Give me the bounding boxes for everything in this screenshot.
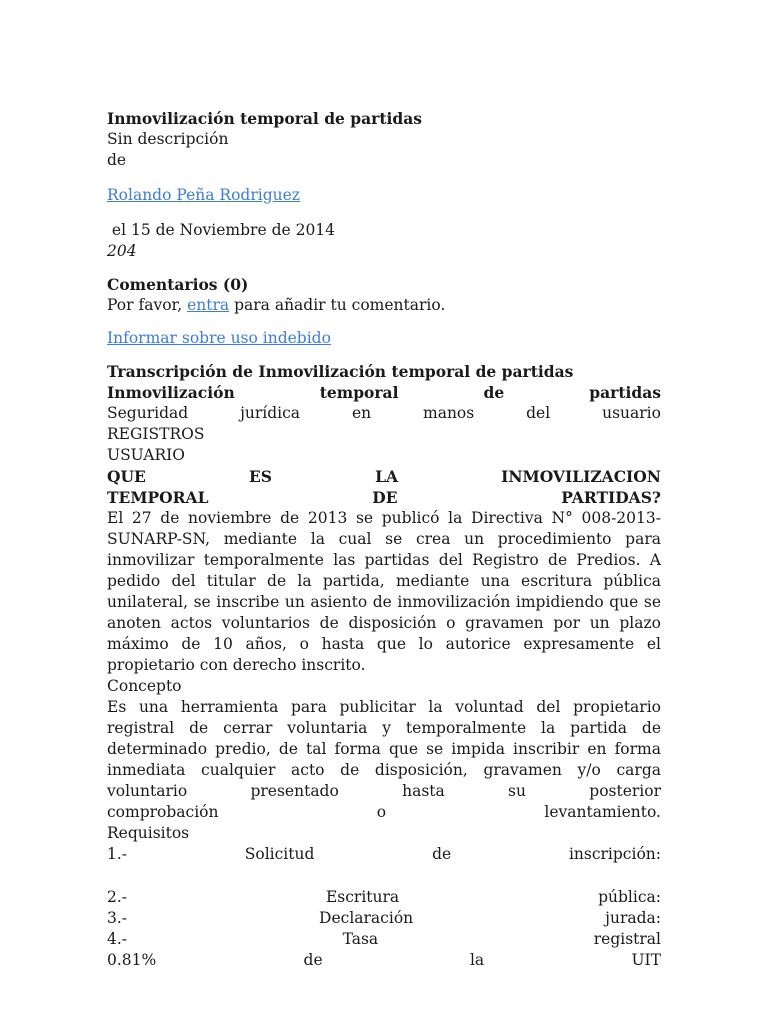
login-link[interactable]: entra (187, 296, 230, 314)
comments-heading: Comentarios (0) (107, 275, 249, 294)
requirement-4 (107, 929, 661, 950)
transcript-line-1 (107, 382, 661, 403)
word: ES (248, 467, 272, 486)
comment-prompt-post: para añadir tu comentario. (229, 296, 446, 314)
word: Inmovilización (107, 383, 235, 402)
concept-heading: Concepto (107, 677, 182, 695)
view-count: 204 (107, 242, 137, 260)
word: pública: (598, 888, 661, 906)
author-link[interactable]: Rolando Peña Rodriguez (107, 186, 300, 204)
requirements-heading: Requisitos (107, 824, 190, 842)
word: o (376, 803, 387, 821)
transcript-heading: Transcripción de Inmovilización temporal de partidas (107, 362, 574, 381)
word: LA (375, 467, 399, 486)
word: manos (423, 404, 475, 422)
word: QUE (107, 467, 146, 486)
paragraph-concept: Es una herramienta para publicitar la voluntad del propietario registral de cerrar voluntaria y temporalmente la partida de determinado predio, de tal forma que se impida inscribir en forma inmediata cualquier acto de disposición, gravamen y/o carga voluntario presentado hasta su posterior (107, 698, 661, 800)
paragraph-directive: El 27 de noviembre de 2013 se publicó la Directiva N° 008-2013-SUNARP-SN, mediante la cual se crea un procedimiento para inmovilizar temporalmente las partidas del Registro de Predios. A pedido del titular de la partida, mediante una escritura pública unilateral, se inscribe un asiento de inmovilización impidiendo que se anoten actos voluntarios de disposición o gravamen por un plazo máximo de 10 años, o hasta que lo autorice expresamente el propietario con derecho inscrito. (107, 509, 661, 674)
word: PARTIDAS? (561, 488, 661, 507)
requirement-1 (107, 844, 661, 865)
transcript-line-5 (107, 466, 661, 487)
word: temporal (319, 383, 399, 402)
word: de (483, 383, 505, 402)
word: jurídica (240, 404, 301, 422)
comment-prompt-pre: Por favor, (107, 296, 188, 314)
requirement-2 (107, 887, 661, 908)
transcript-line-4: USUARIO (107, 446, 185, 464)
word: TEMPORAL (107, 488, 209, 507)
word: 2.- (107, 888, 128, 906)
document-title: Inmovilización temporal de partidas (107, 109, 422, 128)
word: levantamiento. (544, 803, 661, 821)
word: Tasa (342, 930, 379, 948)
word: comprobación (107, 803, 219, 821)
requirement-3 (107, 908, 661, 929)
document-description: Sin descripción (107, 130, 229, 148)
comment-prompt (107, 295, 661, 316)
transcript-line-2 (107, 403, 661, 424)
word: de (303, 951, 323, 969)
word: registral (593, 930, 661, 948)
word: inscripción: (568, 845, 661, 863)
transcript-line-3: REGISTROS (107, 425, 205, 443)
author-prefix: de (107, 151, 127, 169)
report-abuse-link[interactable]: Informar sobre uso indebido (107, 329, 331, 347)
word: jurada: (605, 909, 661, 927)
word: 0.81% (107, 951, 157, 969)
paragraph-concept-last-line (107, 802, 661, 823)
word: la (469, 951, 485, 969)
word: UIT (631, 951, 661, 969)
requirement-4-cont (107, 950, 661, 971)
word: de (432, 845, 452, 863)
word: 3.- (107, 909, 128, 927)
word: del (526, 404, 551, 422)
transcript-line-6 (107, 487, 661, 508)
word: 1.- (107, 845, 128, 863)
word: usuario (602, 404, 661, 422)
publish-date: el 15 de Noviembre de 2014 (107, 221, 336, 239)
document-page (107, 108, 661, 971)
word: DE (372, 488, 398, 507)
word: Solicitud (244, 845, 315, 863)
word: partidas (589, 383, 661, 402)
word: INMOVILIZACION (501, 467, 661, 486)
word: Declaración (319, 909, 414, 927)
word: Seguridad (107, 404, 189, 422)
word: en (351, 404, 372, 422)
word: 4.- (107, 930, 128, 948)
word: Escritura (325, 888, 400, 906)
